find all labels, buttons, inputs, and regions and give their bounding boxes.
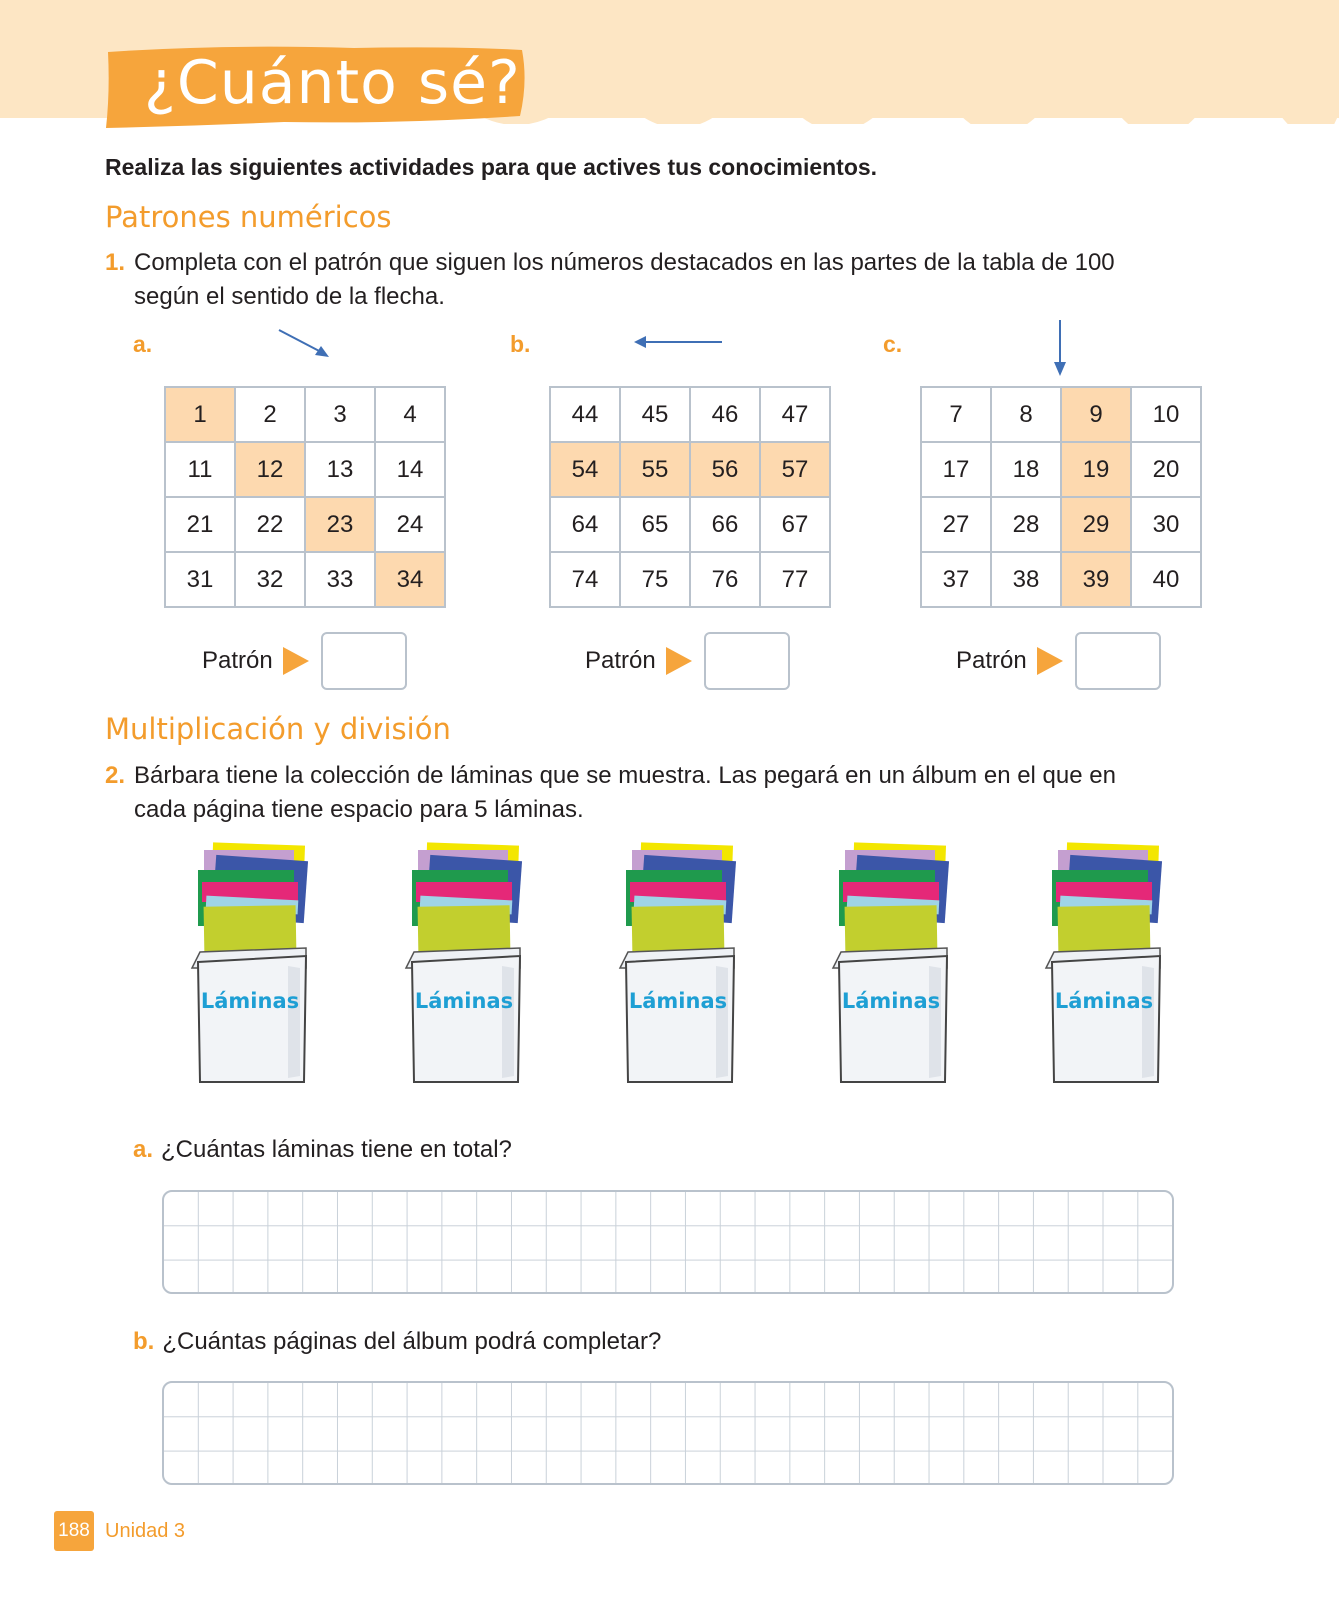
patron-answer-box-a[interactable] xyxy=(321,632,407,690)
table-cell: 77 xyxy=(760,552,830,607)
sub-question-a xyxy=(133,1136,512,1164)
sub-question-text: ¿Cuántas páginas del álbum podrá completar? xyxy=(162,1328,662,1355)
table-cell: 32 xyxy=(235,552,305,607)
table-cell: 40 xyxy=(1131,552,1201,607)
table-cell: 67 xyxy=(760,497,830,552)
question-text-line2: según el sentido de la flecha. xyxy=(134,283,445,310)
packet-label: Láminas xyxy=(200,989,300,1013)
table-cell: 75 xyxy=(620,552,690,607)
table-cell: 55 xyxy=(620,442,690,497)
sub-question-b xyxy=(133,1328,661,1356)
table-cell: 21 xyxy=(165,497,235,552)
table-cell: 33 xyxy=(305,552,375,607)
play-triangle-icon xyxy=(1037,647,1063,675)
patron-c xyxy=(956,632,1161,690)
table-cell: 1 xyxy=(165,387,235,442)
question-2 xyxy=(105,759,1225,827)
section-title-multiplicacion: Multiplicación y división xyxy=(105,712,451,746)
down-arrow-icon xyxy=(1052,318,1068,378)
patron-answer-box-b[interactable] xyxy=(704,632,790,690)
table-cell: 8 xyxy=(991,387,1061,442)
table-cell: 13 xyxy=(305,442,375,497)
table-cell: 37 xyxy=(921,552,991,607)
table-cell: 76 xyxy=(690,552,760,607)
table-cell: 46 xyxy=(690,387,760,442)
table-cell: 30 xyxy=(1131,497,1201,552)
table-cell: 28 xyxy=(991,497,1061,552)
table-cell: 22 xyxy=(235,497,305,552)
table-cell: 19 xyxy=(1061,442,1131,497)
table-a-letter: a. xyxy=(133,331,153,357)
question-1 xyxy=(105,246,1225,314)
table-cell: 10 xyxy=(1131,387,1201,442)
packet-label: Láminas xyxy=(841,989,941,1013)
answer-grid-b[interactable] xyxy=(162,1381,1174,1485)
packet-label: Láminas xyxy=(628,989,728,1013)
table-cell: 23 xyxy=(305,497,375,552)
table-c-letter: c. xyxy=(883,331,903,357)
table-cell: 74 xyxy=(550,552,620,607)
left-arrow-icon xyxy=(632,334,724,350)
table-cell: 44 xyxy=(550,387,620,442)
patron-label: Patrón xyxy=(585,647,656,674)
table-cell: 65 xyxy=(620,497,690,552)
laminas-packet-2 xyxy=(402,836,532,1086)
laminas-packet-5 xyxy=(1042,836,1172,1086)
play-triangle-icon xyxy=(283,647,309,675)
patron-label: Patrón xyxy=(202,647,273,674)
table-cell: 31 xyxy=(165,552,235,607)
table-cell: 66 xyxy=(690,497,760,552)
sub-question-letter: a. xyxy=(133,1136,154,1163)
intro-text: Realiza las siguientes actividades para que actives tus conocimientos. xyxy=(105,154,878,180)
packet-label: Láminas xyxy=(1054,989,1154,1013)
number-table-a xyxy=(164,386,446,608)
patron-label: Patrón xyxy=(956,647,1027,674)
laminas-packet-1 xyxy=(188,836,318,1086)
table-cell: 20 xyxy=(1131,442,1201,497)
page-title: ¿Cuánto sé? xyxy=(144,48,521,118)
patron-answer-box-c[interactable] xyxy=(1075,632,1161,690)
table-cell: 54 xyxy=(550,442,620,497)
question-text-line2: cada página tiene espacio para 5 láminas. xyxy=(134,796,584,823)
table-cell: 39 xyxy=(1061,552,1131,607)
number-table-b xyxy=(549,386,831,608)
table-cell: 14 xyxy=(375,442,445,497)
table-b-letter: b. xyxy=(510,331,531,357)
unit-label: Unidad 3 xyxy=(105,1520,186,1542)
table-cell: 34 xyxy=(375,552,445,607)
question-number: 2. xyxy=(105,762,126,789)
diagonal-arrow-icon xyxy=(275,326,335,362)
table-cell: 47 xyxy=(760,387,830,442)
table-cell: 38 xyxy=(991,552,1061,607)
table-cell: 18 xyxy=(991,442,1061,497)
patron-a xyxy=(202,632,407,690)
section-title-patrones: Patrones numéricos xyxy=(105,200,392,234)
sub-question-text: ¿Cuántas láminas tiene en total? xyxy=(161,1136,512,1163)
table-cell: 17 xyxy=(921,442,991,497)
table-cell: 3 xyxy=(305,387,375,442)
laminas-packet-3 xyxy=(616,836,746,1086)
table-cell: 57 xyxy=(760,442,830,497)
table-cell: 11 xyxy=(165,442,235,497)
table-cell: 24 xyxy=(375,497,445,552)
question-text-line1: Bárbara tiene la colección de láminas que se muestra. Las pegará en un álbum en el que en xyxy=(134,762,1116,789)
packet-label: Láminas xyxy=(414,989,514,1013)
title-banner xyxy=(104,42,534,132)
question-text-line1: Completa con el patrón que siguen los números destacados en las partes de la tabla de 100 xyxy=(134,249,1115,276)
table-cell: 45 xyxy=(620,387,690,442)
table-cell: 56 xyxy=(690,442,760,497)
table-cell: 7 xyxy=(921,387,991,442)
answer-grid-a[interactable] xyxy=(162,1190,1174,1294)
table-cell: 4 xyxy=(375,387,445,442)
table-cell: 64 xyxy=(550,497,620,552)
table-cell: 9 xyxy=(1061,387,1131,442)
play-triangle-icon xyxy=(666,647,692,675)
table-cell: 12 xyxy=(235,442,305,497)
table-cell: 29 xyxy=(1061,497,1131,552)
sub-question-letter: b. xyxy=(133,1328,155,1355)
number-table-c xyxy=(920,386,1202,608)
laminas-packet-4 xyxy=(829,836,959,1086)
table-cell: 2 xyxy=(235,387,305,442)
question-number: 1. xyxy=(105,249,126,276)
table-cell: 27 xyxy=(921,497,991,552)
patron-b xyxy=(585,632,790,690)
page-number: 188 xyxy=(54,1511,94,1551)
